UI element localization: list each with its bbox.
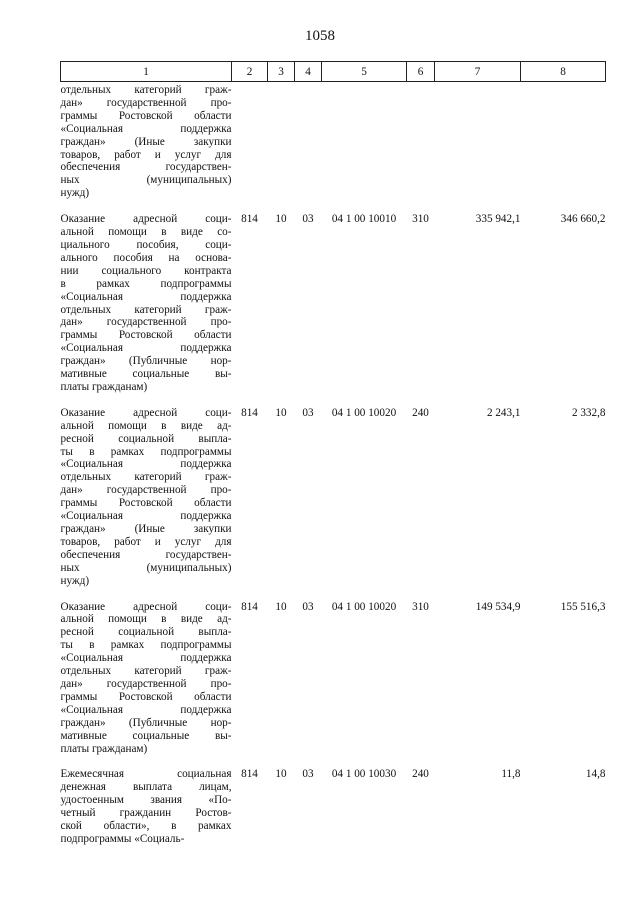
description-line: ресной социальной выпла- <box>60 432 232 445</box>
description-line: дан» государственной про- <box>60 316 232 329</box>
amount-year-2: 346 660,2 <box>560 213 606 226</box>
section-code <box>268 82 295 214</box>
column-header: 4 <box>295 62 322 82</box>
expense-type-code <box>407 82 435 214</box>
description-line: дан» государственной про- <box>60 484 232 497</box>
column-header: 1 <box>61 62 232 82</box>
expense-type-code: 310 <box>412 213 429 226</box>
target-article-code: 04 1 00 10020 <box>331 406 397 419</box>
description-line: в рамках подпрограммы <box>60 277 232 290</box>
description-line: отдельных категорий граж- <box>60 471 232 484</box>
expense-type-code: 310 <box>412 600 429 613</box>
subsection-code <box>295 82 322 214</box>
description-line: альной помощи в виде ад- <box>60 419 232 432</box>
description-line: граммы Ростовской области <box>60 329 232 342</box>
row-description <box>61 601 232 769</box>
target-article-code: 04 1 00 10010 <box>331 213 397 226</box>
description-line: граждан» (Иные закупки <box>60 135 232 148</box>
description-line: нужд) <box>60 574 90 587</box>
section-code: 10 <box>275 213 287 226</box>
description-line: отдельных категорий граж- <box>60 84 232 96</box>
row-description <box>61 768 232 858</box>
description-line: ресной социальной выпла- <box>60 626 232 639</box>
target-article-code: 04 1 00 10020 <box>331 600 397 613</box>
amount-year-1: 335 942,1 <box>475 213 521 226</box>
amount-year-2 <box>521 82 606 214</box>
ministry-code: 814 <box>241 600 258 613</box>
amount-year-1: 11,8 <box>501 768 521 781</box>
column-header: 3 <box>268 62 295 82</box>
description-line: альной помощи в виде ад- <box>60 613 232 626</box>
description-line: ской области», в рамках <box>60 820 232 833</box>
description-line: «Социальная поддержка <box>60 652 232 665</box>
description-line: граждан» (Публичные нор- <box>60 716 232 729</box>
amount-year-2: 155 516,3 <box>560 600 606 613</box>
description-line: отдельных категорий граж- <box>60 665 232 678</box>
page-number: 1058 <box>305 28 335 44</box>
description-line: денежная выплата лицам, <box>60 781 232 794</box>
section-code: 10 <box>275 406 287 419</box>
ministry-code: 814 <box>241 768 258 781</box>
table-row <box>61 768 606 858</box>
description-line: «Социальная поддержка <box>60 290 232 303</box>
description-line: «Социальная поддержка <box>60 703 232 716</box>
description-line: граждан» (Публичные нор- <box>60 355 232 368</box>
description-line: отдельных категорий граж- <box>60 303 232 316</box>
amount-year-2: 2 332,8 <box>571 406 606 419</box>
description-line: обеспечения государствен- <box>60 548 232 561</box>
description-line: «Социальная поддержка <box>60 122 232 135</box>
description-line: ных (муниципальных) <box>60 561 232 574</box>
column-header: 8 <box>521 62 606 82</box>
expense-type-code: 240 <box>412 406 429 419</box>
table-row <box>61 407 606 601</box>
expense-type-code: 240 <box>412 768 429 781</box>
description-line: платы гражданам) <box>60 380 148 393</box>
description-line: дан» государственной про- <box>60 96 232 109</box>
section-code: 10 <box>275 600 287 613</box>
table-row <box>61 601 606 769</box>
description-line: дан» государственной про- <box>60 677 232 690</box>
subsection-code: 03 <box>302 600 314 613</box>
budget-table <box>60 61 606 859</box>
description-line: граммы Ростовской области <box>60 497 232 510</box>
description-line: четный гражданин Ростов- <box>60 807 232 820</box>
row-description <box>61 213 232 407</box>
table-row <box>61 82 606 214</box>
target-article-code <box>322 82 407 214</box>
description-line: граммы Ростовской области <box>60 690 232 703</box>
row-description <box>61 82 232 214</box>
column-header: 6 <box>407 62 435 82</box>
subsection-code: 03 <box>302 406 314 419</box>
amount-year-1 <box>435 82 521 214</box>
column-header: 5 <box>322 62 407 82</box>
row-description <box>61 407 232 601</box>
description-line: ты в рамках подпрограммы <box>60 445 232 458</box>
description-line: циального пособия, соци- <box>60 238 232 251</box>
description-line: Оказание адресной соци- <box>60 406 232 419</box>
description-line: удостоенным звания «По- <box>60 794 232 807</box>
table-row <box>61 213 606 407</box>
description-line: подпрограммы «Социаль- <box>60 832 185 845</box>
description-line: обеспечения государствен- <box>60 161 232 174</box>
description-line: «Социальная поддержка <box>60 342 232 355</box>
column-header: 2 <box>232 62 268 82</box>
description-line: ального пособия на основа- <box>60 251 232 264</box>
description-line: Оказание адресной соци- <box>60 213 232 226</box>
target-article-code: 04 1 00 10030 <box>331 768 397 781</box>
ministry-code: 814 <box>241 406 258 419</box>
description-line: платы гражданам) <box>60 742 148 755</box>
amount-year-2: 14,8 <box>585 768 606 781</box>
table-header-row <box>61 62 606 82</box>
description-line: нии социального контракта <box>60 264 232 277</box>
description-line: «Социальная поддержка <box>60 510 232 523</box>
description-line: мативные социальные вы- <box>60 729 232 742</box>
amount-year-1: 2 243,1 <box>486 406 521 419</box>
description-line: альной помощи в виде со- <box>60 226 232 239</box>
subsection-code: 03 <box>302 768 314 781</box>
description-line: граммы Ростовской области <box>60 109 232 122</box>
description-line: мативные социальные вы- <box>60 368 232 381</box>
column-header: 7 <box>435 62 521 82</box>
description-line: ты в рамках подпрограммы <box>60 639 232 652</box>
description-line: Ежемесячная социальная <box>60 768 232 781</box>
ministry-code <box>232 82 268 214</box>
description-line: товаров, работ и услуг для <box>60 535 232 548</box>
description-line: Оказание адресной соци- <box>60 600 232 613</box>
description-line: нужд) <box>60 187 90 200</box>
description-line: граждан» (Иные закупки <box>60 523 232 535</box>
section-code: 10 <box>275 768 287 781</box>
ministry-code: 814 <box>241 213 258 226</box>
subsection-code: 03 <box>302 213 314 226</box>
description-line: товаров, работ и услуг для <box>60 148 232 161</box>
description-line: «Социальная поддержка <box>60 458 232 471</box>
description-line: ных (муниципальных) <box>60 174 232 187</box>
amount-year-1: 149 534,9 <box>475 600 521 613</box>
